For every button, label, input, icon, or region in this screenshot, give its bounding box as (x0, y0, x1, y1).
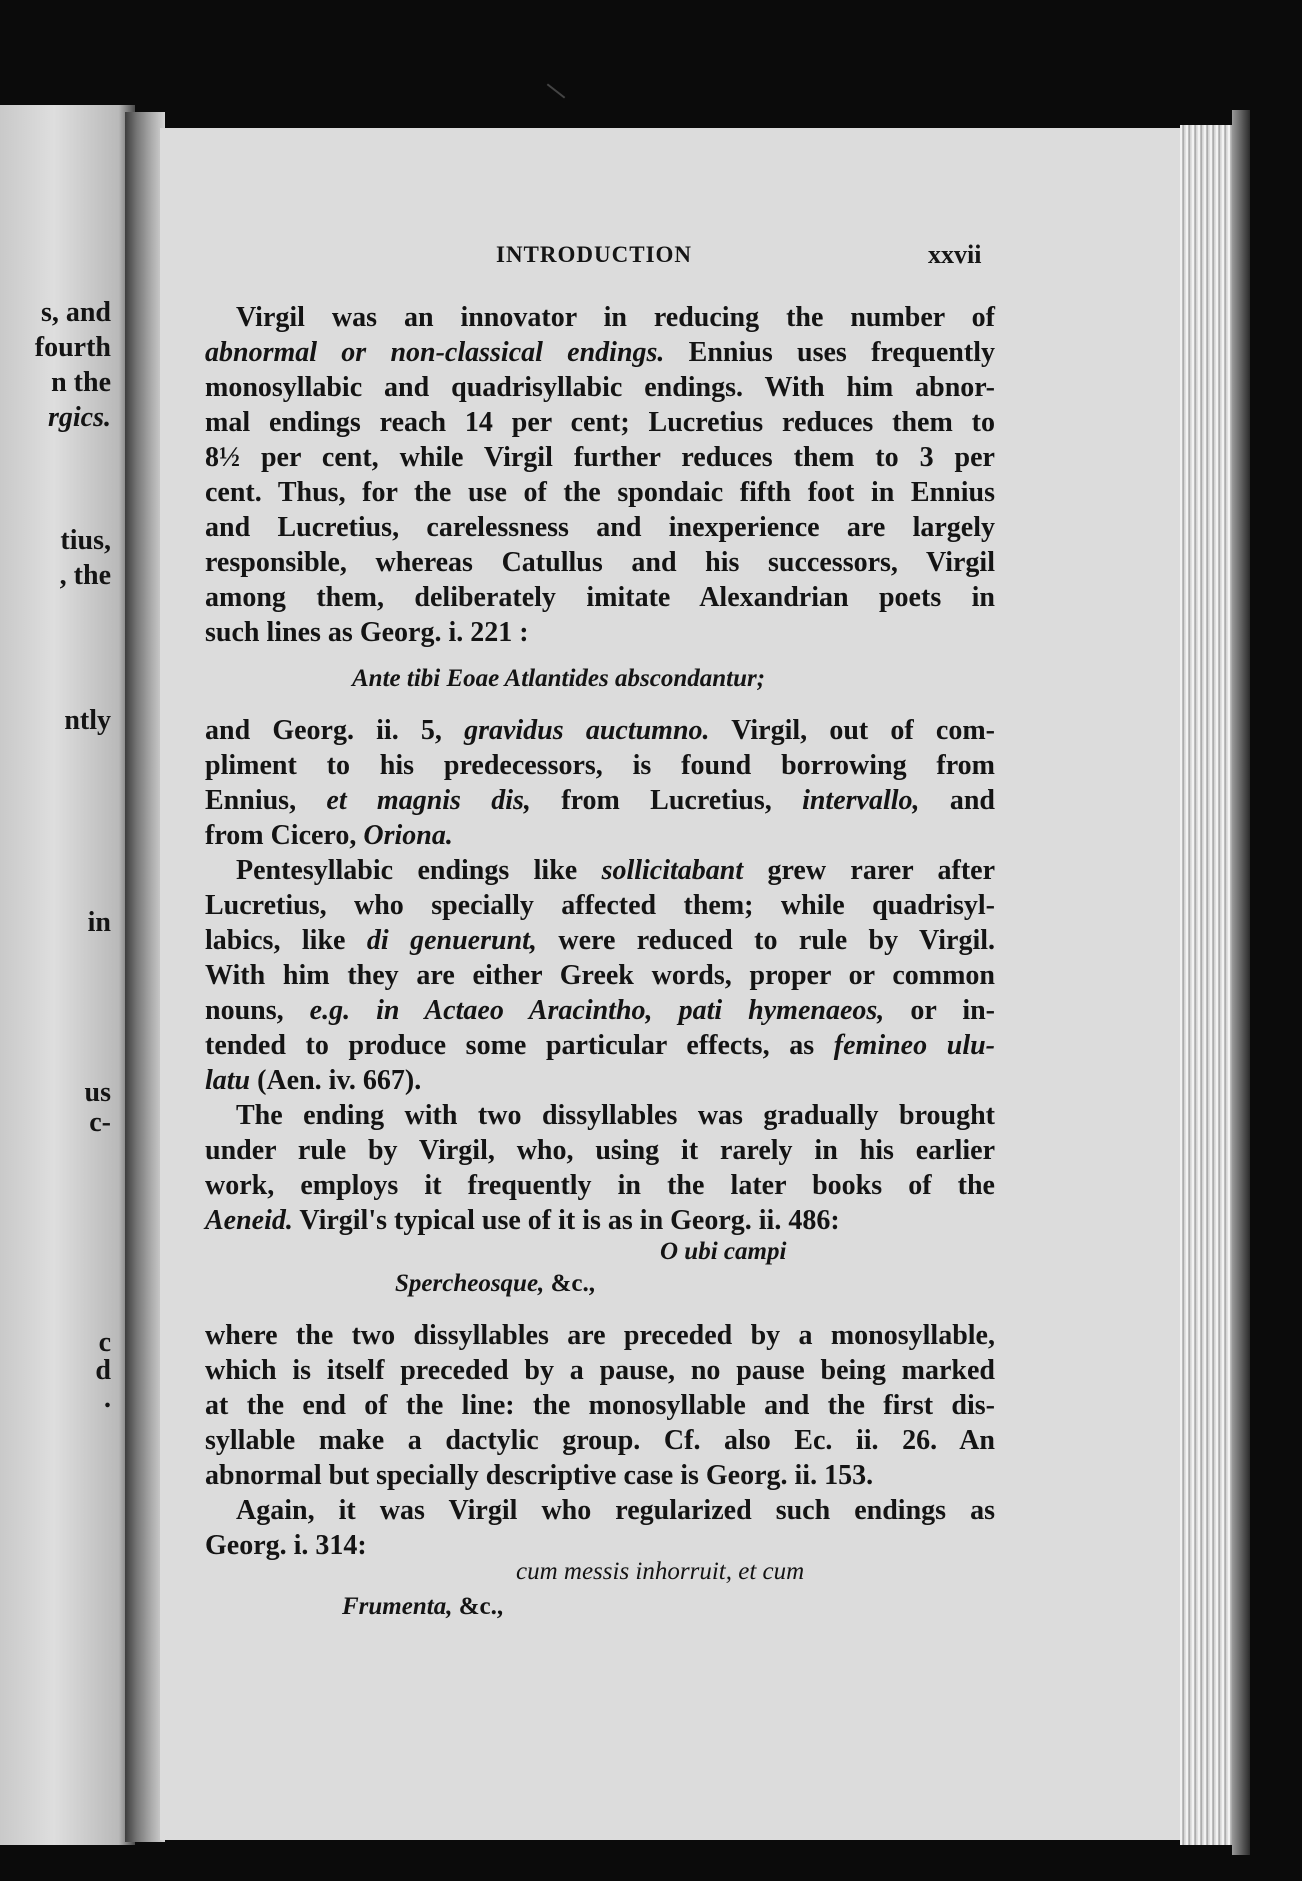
text-run: &c., (544, 1270, 595, 1297)
text-run: and (919, 785, 995, 816)
paragraph-line: With him they are either Greek words, proper or common (205, 960, 995, 991)
italic-phrase: di genuerunt, (366, 925, 537, 956)
paragraph-line: Lucretius, who specially affected them; while quadrisyl- (205, 890, 995, 921)
paragraph-line: and Lucretius, carelessness and inexperience are largely (205, 512, 995, 543)
verse-quotation: Ante tibi Eoae Atlantides abscondantur; (352, 665, 766, 692)
italic-phrase: gravidus auctumno. (464, 715, 710, 746)
paragraph-line (205, 818, 995, 853)
text-run: tended to produce some particular effects, as (205, 1030, 834, 1061)
text-run: Virgil's typical use of it is as in Georg. ii. 486: (292, 1205, 840, 1236)
paragraph-line (205, 1203, 995, 1238)
left-page-line: in (87, 907, 111, 938)
text-run: from Lucretius, (530, 785, 803, 816)
paragraph-line: work, employs it frequently in the later books of the (205, 1170, 995, 1201)
paragraph-line: mal endings reach 14 per cent; Lucretius reduces them to (205, 407, 995, 438)
text-run: labics, like (205, 925, 367, 956)
left-page-line: tius, (60, 525, 111, 556)
left-page-line: c- (89, 1107, 111, 1138)
left-page-line: rgics. (48, 402, 111, 433)
italic-phrase: abnormal or non-classical endings. (205, 337, 665, 368)
page-number: xxvii (928, 240, 982, 269)
left-page-line: d (95, 1355, 111, 1386)
left-page-line: c (98, 1327, 111, 1358)
verse-quotation: O ubi campi (660, 1238, 787, 1265)
text-run: Virgil, out of com- (709, 715, 995, 746)
paragraph-line: monosyllabic and quadrisyllabic endings. With him abnor- (205, 372, 995, 403)
left-page-line: fourth (34, 332, 111, 363)
left-page-line: us (84, 1077, 111, 1108)
paragraph-line: under rule by Virgil, who, using it rarely in his earlier (205, 1135, 995, 1166)
page-edges-shadow (1232, 110, 1250, 1855)
text-run: (Aen. iv. 667). (250, 1065, 422, 1096)
left-page-line: , the (59, 560, 111, 591)
text-run: Ennius uses frequently (664, 337, 995, 368)
book-gutter (125, 112, 165, 1842)
paragraph-line (205, 853, 995, 888)
text-run: were reduced to rule by Virgil. (536, 925, 996, 956)
verse-quotation: cum messis inhorruit, et cum (516, 1558, 805, 1585)
text-run: grew rarer after (743, 855, 996, 886)
italic-phrase: femineo ulu- (833, 1030, 996, 1061)
paragraph-line: abnormal but specially descriptive case is Georg. ii. 153. (205, 1460, 874, 1491)
paragraph-line: at the end of the line: the monosyllable and the first dis- (205, 1390, 995, 1421)
paragraph-line: 8½ per cent, while Virgil further reduces them to 3 per (205, 442, 995, 473)
text-run: nouns, (205, 995, 310, 1026)
left-page-line: . (104, 1383, 111, 1414)
left-page-line: n the (51, 367, 111, 398)
italic-phrase: e.g. in Actaeo Aracintho, pati hymenaeos, (309, 995, 885, 1026)
left-facing-page (0, 105, 135, 1845)
left-page-line: s, and (40, 297, 111, 328)
verse-quotation (395, 1270, 595, 1298)
verse-quotation (342, 1593, 503, 1621)
italic-phrase: Spercheosque, (395, 1270, 545, 1297)
text-run: from Cicero, (205, 820, 364, 851)
paragraph-line: such lines as Georg. i. 221 : (205, 617, 529, 648)
paragraph-line: Again, it was Virgil who regularized such endings as (236, 1495, 995, 1526)
paragraph-line: Virgil was an innovator in reducing the number of (236, 302, 995, 333)
paragraph-line: among them, deliberately imitate Alexandrian poets in (205, 582, 995, 613)
italic-phrase: Aeneid. (205, 1205, 293, 1236)
italic-phrase: intervallo, (802, 785, 920, 816)
left-page-line: ntly (64, 705, 111, 736)
paragraph-line: responsible, whereas Catullus and his successors, Virgil (205, 547, 995, 578)
paragraph-line: pliment to his predecessors, is found borrowing from (205, 750, 995, 781)
paragraph-line (205, 1063, 995, 1098)
paragraph-line (205, 923, 995, 958)
italic-phrase: et magnis dis, (326, 785, 531, 816)
paragraph-line: where the two dissyllables are preceded by a monosyllable, (205, 1320, 995, 1351)
paragraph-line: cent. Thus, for the use of the spondaic fifth foot in Ennius (205, 477, 995, 508)
paragraph-line (205, 1028, 995, 1063)
running-head: INTRODUCTION (496, 242, 693, 267)
text-run: or in- (884, 995, 995, 1026)
text-run: and Georg. ii. 5, (205, 715, 465, 746)
paragraph-line: The ending with two dissyllables was gradually brought (236, 1100, 995, 1131)
text-run: Ennius, (205, 785, 327, 816)
italic-phrase: Frumenta, (342, 1593, 453, 1620)
paragraph-line (205, 783, 995, 818)
paragraph-line (205, 993, 995, 1028)
paragraph-line (205, 335, 995, 370)
paragraph-line: Georg. i. 314: (205, 1530, 367, 1561)
italic-phrase: Oriona. (363, 820, 453, 851)
text-run: Pentesyllabic endings like (236, 855, 602, 886)
text-run: &c., (452, 1593, 504, 1620)
page-edges (1180, 125, 1238, 1845)
italic-phrase: sollicitabant (601, 855, 744, 886)
scan-mark (547, 83, 566, 98)
italic-phrase: latu (205, 1065, 251, 1096)
paragraph-line: syllable make a dactylic group. Cf. also Ec. ii. 26. An (205, 1425, 995, 1456)
paragraph-line: which is itself preceded by a pause, no pause being marked (205, 1355, 995, 1386)
paragraph-line (205, 713, 995, 748)
